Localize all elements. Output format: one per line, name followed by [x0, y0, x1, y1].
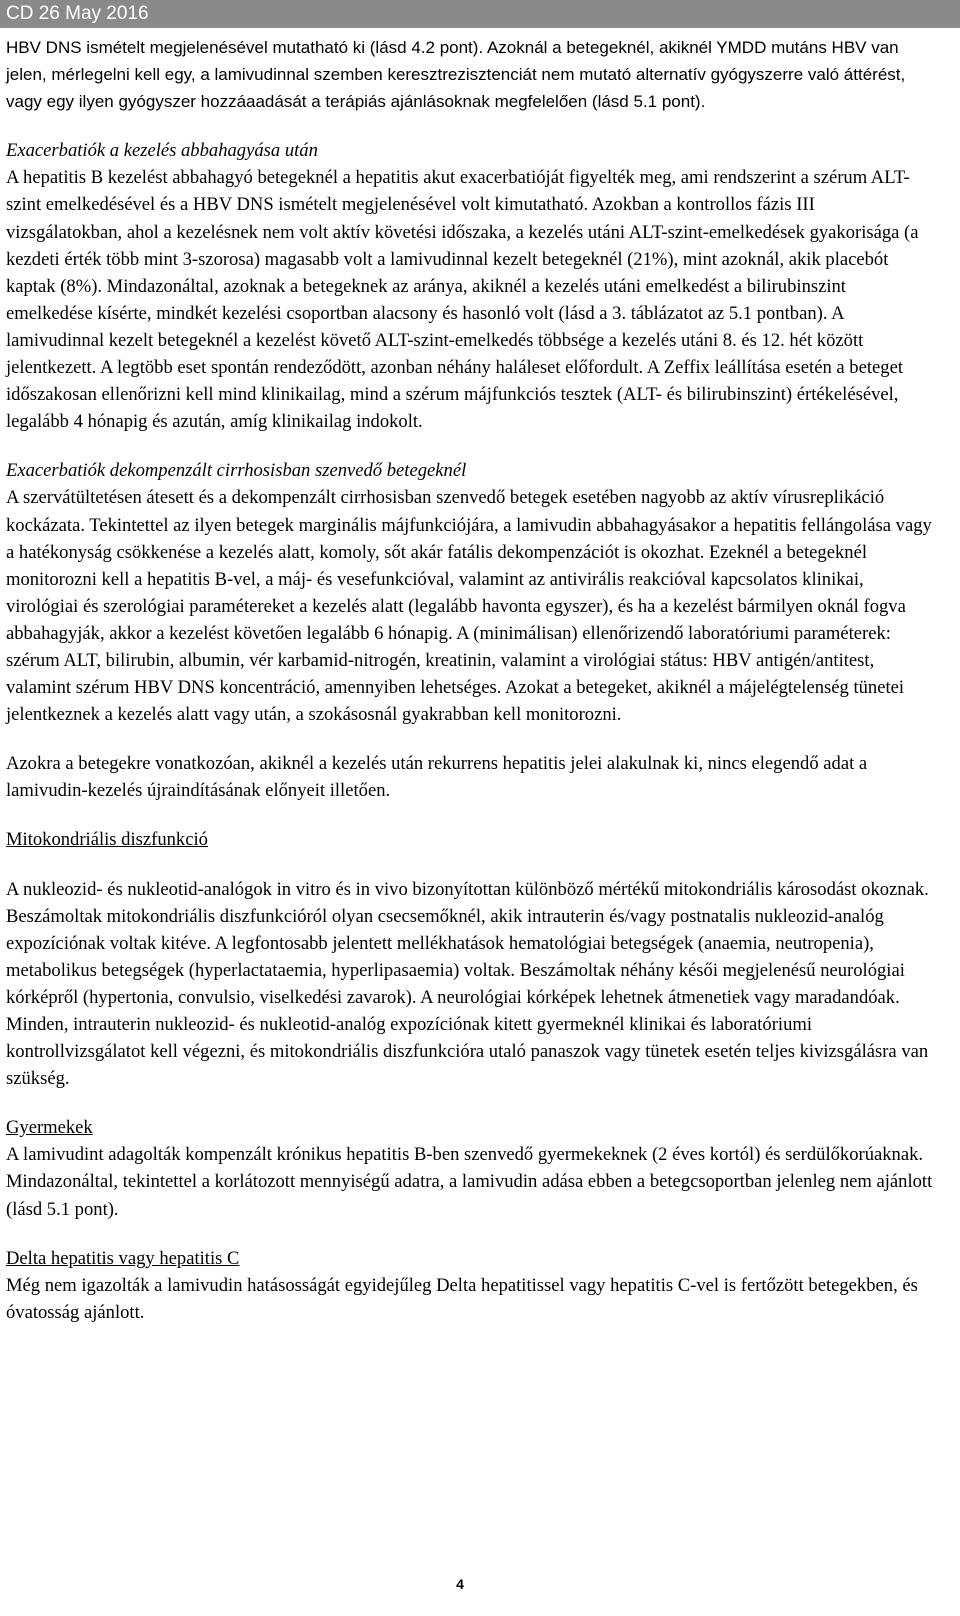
page-number: 4: [456, 1576, 464, 1592]
heading-decompensated-cirrhosis: Exacerbatiók dekompenzált cirrhosisban szenvedő betegeknél: [6, 460, 467, 482]
paragraph-mitochondrial: A nukleozid- és nukleotid-analógok in vitro és in vivo bizonyítottan különböző mértékű mitokondriális károsodást okoznak. Beszámoltak mitokondriális diszfunkcióról olyan csecsemőknél, akik intrauterin és/vagy postnatalis nukleozid-analóg expozíciónak voltak kitéve. A legfontosabb jelentett mellékhatások hematológiai betegségek (anaemia, neutropenia), metabolikus betegségek (hyperlactataemia, hyperlipasaemia) voltak. Beszámoltak néhány késői megjelenésű neurológiai kórképről (hypertonia, convulsio, viselkedési zavarok). A neurológiai kórképek lehetnek átmenetiek vagy maradandóak. Minden, intrauterin nukleozid- és nukleotid-analóg expozíciónak kitett gyermeknél klinikai és laboratóriumi kontrollvizsgálatot kell végezni, és mitokondriális diszfunkcióra utaló panaszok vagy tünetek esetén teljes kivizsgálásra van szükség.: [6, 878, 929, 1090]
document-body: [6, 34, 934, 1326]
paragraph-exacerbation-after-stop: A hepatitis B kezelést abbahagyó betegeknél a hepatitis akut exacerbatióját figyelték meg, ami rendszerint a szérum ALT-szint emelkedésével és a HBV DNS ismételt megjelenésével volt kimutatható. Azokban a kontrollos fázis III vizsgálatokban, ahol a kezelésnek nem volt aktív követési időszaka, a kezelés utáni ALT-szint-emelkedések gyakorisága (a kezdeti érték több mint 3-szorosa) magasabb volt a lamivudinnal kezelt betegeknél (21%), mint azoknál, akik placebót kaptak (8%). Mindazonáltal, azoknak a betegeknek az aránya, akiknél a kezelés utáni emelkedést a bilirubinszint emelkedése kísérte, mindkét kezelési csoportban alacsony és hasonló volt (lásd a 3. táblázatot az 5.1 pontban). A lamivudinnal kezelt betegeknél a kezelést követő ALT-szint-emelkedés többsége a kezelés utáni 8. és 12. hét között jelentkezett. A legtöbb eset spontán rendeződött, azonban néhány haláleset előfordult. A Zeffix leállítása esetén a beteget időszakosan ellenőrizni kell mind klinikailag, mind a szérum májfunkciós tesztek (ALT- és bilirubinszint) értékelésével, legalább 4 hónapig és azután, amíg klinikailag indokolt.: [6, 167, 919, 433]
header-label: CD 26 May 2016: [6, 3, 149, 24]
paragraph-recurrent-hepatitis: Azokra a betegekre vonatkozóan, akiknél a kezelés után rekurrens hepatitis jelei alakulnak ki, nincs elegendő adat a lamivudin-kezelés újraindításának előnyeit illetően.: [6, 753, 868, 802]
paragraph-delta-hepatitis: Még nem igazolták a lamivudin hatásosságát egyidejűleg Delta hepatitissel vagy hepatitis C-vel is fertőzött betegekben, és óvatosság ajánlott.: [6, 1274, 918, 1323]
heading-mitochondrial: Mitokondriális diszfunkció: [6, 829, 208, 851]
heading-delta-hepatitis: Delta hepatitis vagy hepatitis C: [6, 1247, 240, 1269]
heading-exacerbation-after-stop: Exacerbatiók a kezelés abbahagyása után: [6, 140, 318, 162]
paragraph-decompensated-cirrhosis: A szervátültetésen átesett és a dekompenzált cirrhosisban szenvedő betegek esetében nagyobb az aktív vírusreplikáció kockázata. Tekintettel az ilyen betegek marginális májfunkciójára, a lamivudin abbahagyásakor a hepatitis fellángolása vagy a hatékonyság csökkenése a kezelés alatt, komoly, sőt akár fatális dekompenzációt is okozhat. Ezeknél a betegeknél monitorozni kell a hepatitis B-vel, a máj- és vesefunkcióval, valamint az antivirális reakcióval kapcsolatos klinikai, virológiai és szerológiai paramétereket a kezelés alatt (legalább havonta egyszer), és ha a kezelést bármilyen oknál fogva abbahagyják, akkor a kezelést követően legalább 6 hónapig. A (minimálisan) ellenőrizendő laboratóriumi paraméterek: szérum ALT, bilirubin, albumin, vér karbamid-nitrogén, kreatinin, valamint a virológiai státus: HBV antigén/antitest, valamint szérum HBV DNS koncentráció, amennyiben lehetséges. Azokat a betegeket, akiknél a májelégtelenség tünetei jelentkeznek a kezelés alatt vagy után, a szokásosnál gyakrabban kell monitorozni.: [6, 487, 932, 726]
paragraph-children: A lamivudint adagolták kompenzált krónikus hepatitis B-ben szenvedő gyermekeknek (2 éves kortól) és serdülőkorúaknak. Mindazonáltal, tekintettel a korlátozott mennyiségű adatra, a lamivudin adása ebben a betegcsoportban jelenleg nem ajánlott (lásd 5.1 pont).: [6, 1144, 933, 1220]
header-bar: [0, 0, 960, 28]
heading-children: Gyermekek: [6, 1117, 93, 1139]
intro-paragraph: HBV DNS ismételt megjelenésével mutatható ki (lásd 4.2 pont). Azoknál a betegeknél, akiknél YMDD mutáns HBV van jelen, mérlegelni kell egy, a lamivudinnal szemben keresztrezisztenciát nem mutató alternatív gyógyszerre való áttérést, vagy egy ilyen gyógyszer hozzáaadását a terápiás ajánlásoknak megfelelően (lásd 5.1 pont).: [6, 38, 906, 112]
